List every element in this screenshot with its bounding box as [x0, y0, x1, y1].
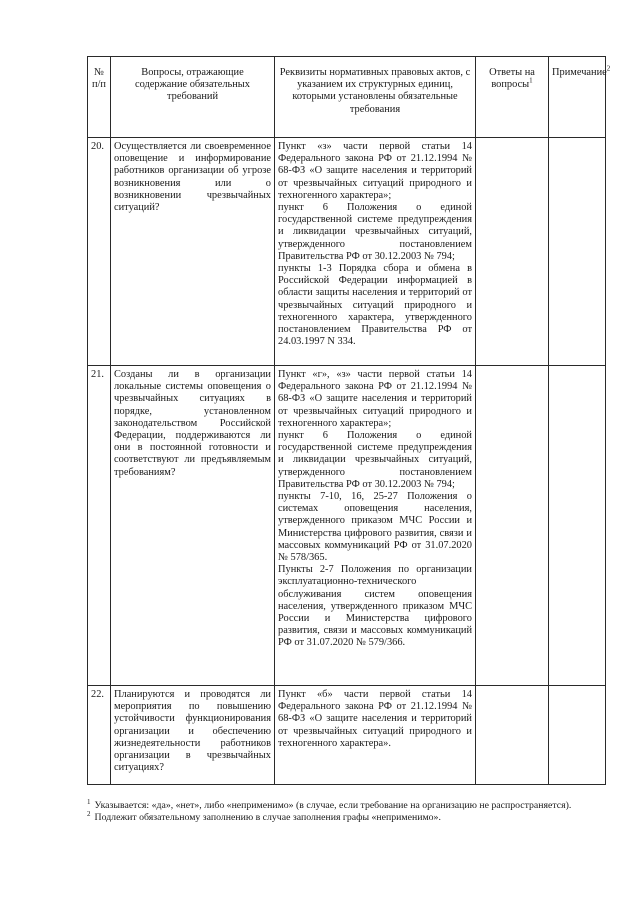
row-number: 20.	[88, 138, 111, 366]
requisite-item: Пункты 2-7 Положения по организации эксплуатационно-технического обслуживания систем оповещения населения, утвержденного приказом МЧС России и Министерства цифрового развития, связи и массовых коммуникаций РФ от 31.07.2020 № 579/366.	[278, 564, 472, 649]
row-note-cell[interactable]	[549, 138, 606, 366]
footnote	[87, 797, 605, 812]
footnote-mark: 1	[87, 797, 91, 806]
row-number: 21.	[88, 366, 111, 686]
row-note-cell[interactable]	[549, 366, 606, 686]
row-question: Осуществляется ли своевременное оповещение и информирование работников организации об угрозе возникновения или о возникновении чрезвычайных ситуаций?	[111, 138, 275, 366]
header-num: № п/п	[88, 57, 111, 138]
table-row	[88, 138, 606, 366]
row-answer-cell[interactable]	[476, 366, 549, 686]
header-question: Вопросы, отражающие содержание обязательных требований	[111, 57, 275, 138]
row-answer-cell[interactable]	[476, 686, 549, 785]
requisite-item: пункт 6 Положения о единой государственной системе предупреждения и ликвидации чрезвычайных ситуаций, утвержденного постановлением Правительства РФ от 30.12.2003 № 794;	[278, 202, 472, 262]
requisite-item: пункты 1-3 Порядка сбора и обмена в Российской Федерации информацией в области защиты населения и территорий от чрезвычайных ситуаций природного и техногенного характера, утвержденного постановлением Правительства РФ от 24.03.1997 N 334.	[278, 263, 472, 348]
header-notes	[549, 57, 611, 138]
requisite-item: пункты 7-10, 16, 25-27 Положения о системах оповещения населения, утвержденного приказом МЧС России и Министерства цифрового развития, связи и массовых коммуникаций РФ от 31.07.2020 № 578/365.	[278, 491, 472, 564]
row-requisites	[275, 366, 476, 686]
row-requisites	[275, 686, 476, 785]
row-requisites	[275, 138, 476, 366]
footnote	[87, 812, 605, 824]
table-row	[88, 366, 606, 686]
table-row	[88, 686, 606, 785]
header-notes-footnote-ref: 2	[606, 64, 611, 73]
row-number: 22.	[88, 686, 111, 785]
row-question: Планируются и проводятся ли мероприятия по повышению устойчивости функционирования организации и обеспечению жизнедеятельности работников организации в чрезвычайных ситуациях?	[111, 686, 275, 785]
footnote-text: Указывается: «да», «нет», либо «неприменимо» (в случае, если требование на организацию не распространяется).	[94, 800, 572, 811]
header-notes-label: Примечание	[552, 67, 607, 78]
header-answers-footnote-ref: 1	[529, 76, 533, 85]
header-answers-label: Ответы на вопросы	[489, 67, 535, 91]
table-header-row	[88, 57, 606, 138]
row-answer-cell[interactable]	[476, 138, 549, 366]
requisite-item: пункт 6 Положения о единой государственной системе предупреждения и ликвидации чрезвычайных ситуаций, утвержденного постановлением Правительства РФ от 30.12.2003 № 794;	[278, 430, 472, 490]
row-note-cell[interactable]	[549, 686, 606, 785]
footnote-text: Подлежит обязательному заполнению в случае заполнения графы «неприменимо».	[94, 812, 441, 824]
header-answers	[476, 57, 549, 138]
requisite-item: Пункт «г», «з» части первой статьи 14 Федерального закона РФ от 21.12.1994 № 68-ФЗ «О защите населения и территорий от чрезвычайных ситуаций природного и техногенного характера»;	[278, 369, 472, 429]
checklist-table	[87, 56, 611, 785]
requisite-item: Пункт «з» части первой статьи 14 Федерального закона РФ от 21.12.1994 № 68-ФЗ «О защите населения и территорий от чрезвычайных ситуаций природного и техногенного характера»;	[278, 141, 472, 201]
requisite-item: Пункт «б» части первой статьи 14 Федерального закона РФ от 21.12.1994 № 68-ФЗ «О защите населения и территорий от чрезвычайных ситуаций природного и техногенного характера».	[278, 689, 472, 749]
header-requisites: Реквизиты нормативных правовых актов, с указанием их структурных единиц, которыми установлены обязательные требования	[275, 57, 476, 138]
row-question: Созданы ли в организации локальные системы оповещения о чрезвычайных ситуациях в порядке, установленном законодательством Российской Федерации, поддерживаются ли они в постоянной готовности и соответствуют ли предъявляемым требованиям?	[111, 366, 275, 686]
footnotes	[87, 797, 605, 825]
footnote-mark: 2	[87, 810, 91, 819]
